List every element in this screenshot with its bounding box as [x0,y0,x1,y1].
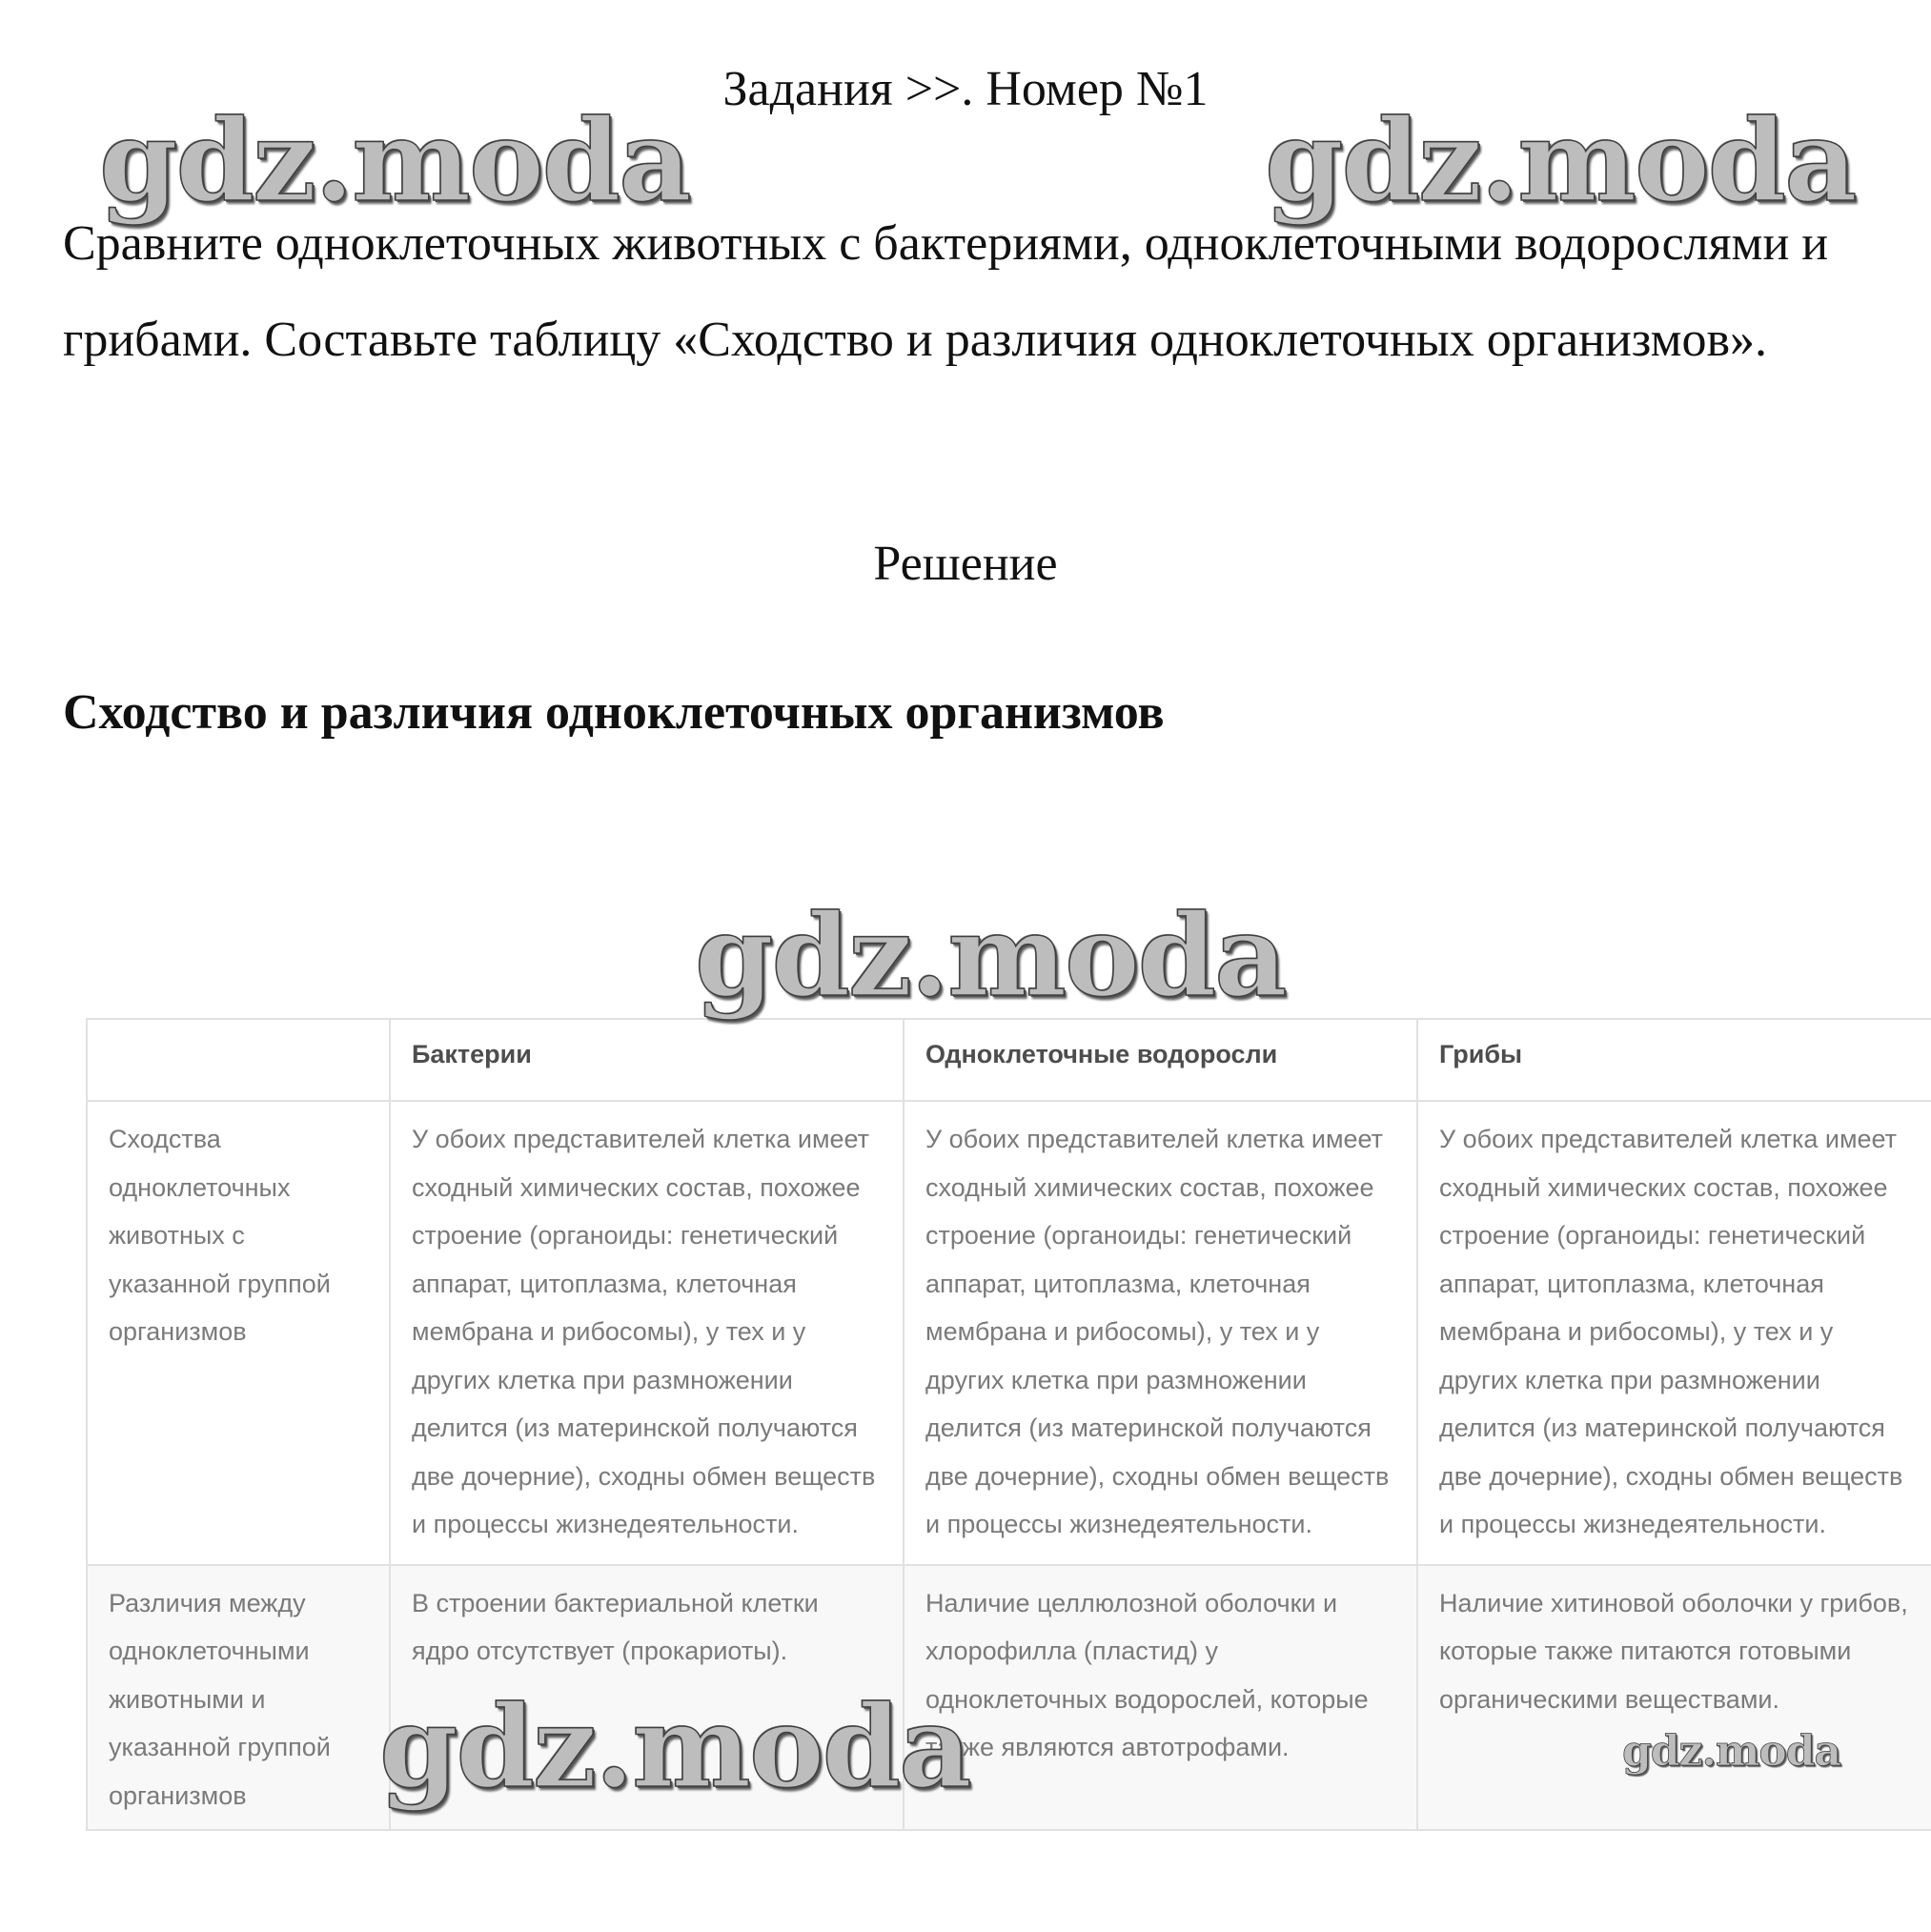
header-cell-algae: Одноклеточные водоросли [904,1019,1417,1101]
solution-heading: Решение [873,537,1058,591]
table-title: Сходство и различия одноклеточных организмов [63,685,1165,740]
comparison-table [86,1018,1931,1831]
cell-similarities-bacteria: У обоих представителей клетка имеет сходный химических состав, похожее строение (органоиды: генетический аппарат, цитоплазма, клеточная мембрана и рибосомы), у тех и у других клетка при размножении делится (из материнской получаются две дочерние), сходны обмен веществ и процессы жизнедеятельности. [390,1101,904,1565]
task-statement: Сравните одноклеточных животных с бактериями, одноклеточными водорослями и грибами. Составьте таблицу «Сходство и различия одноклеточных организмов». [63,216,1829,367]
cell-similarities-fungi: У обоих представителей клетка имеет сходный химических состав, похожее строение (органоиды: генетический аппарат, цитоплазма, клеточная мембрана и рибосомы), у тех и у других клетка при размножении делится (из материнской получаются две дочерние), сходны обмен веществ и процессы жизнедеятельности. [1417,1101,1931,1565]
watermark-logo: gdz.moda [99,94,690,227]
header-cell-empty [87,1019,390,1101]
header-cell-fungi: Грибы [1417,1019,1931,1101]
table-row-differences [87,1565,1931,1831]
watermark-logo: gdz.moda [695,889,1286,1022]
watermark-logo: gdz.moda [1265,94,1856,227]
header-cell-bacteria: Бактерии [390,1019,904,1101]
page-title: Задания >>. Номер №1 [722,62,1209,116]
table-header-row [87,1019,1931,1101]
cell-differences-bacteria: В строении бактериальной клетки ядро отсутствует (прокариоты). [390,1565,904,1831]
row-label-similarities: Сходства одноклеточных животных с указанной группой организмов [87,1101,390,1565]
cell-differences-algae: Наличие целлюлозной оболочки и хлорофилла (пластид) у одноклеточных водорослей, которые также являются автотрофами. [904,1565,1417,1831]
cell-differences-fungi: Наличие хитиновой оболочки у грибов, которые также питаются готовыми органическими веществами. [1417,1565,1931,1831]
watermark-logo: gdz.moda [379,1680,970,1813]
watermark-logo: gdz.moda [1622,1727,1841,1776]
row-label-differences: Различия между одноклеточными животными и указанной группой организмов [87,1565,390,1831]
cell-similarities-algae: У обоих представителей клетка имеет сходный химических состав, похожее строение (органоиды: генетический аппарат, цитоплазма, клеточная мембрана и рибосомы), у тех и у других клетка при размножении делится (из материнской получаются две дочерние), сходны обмен веществ и процессы жизнедеятельности. [904,1101,1417,1565]
table-row-similarities [87,1101,1931,1565]
